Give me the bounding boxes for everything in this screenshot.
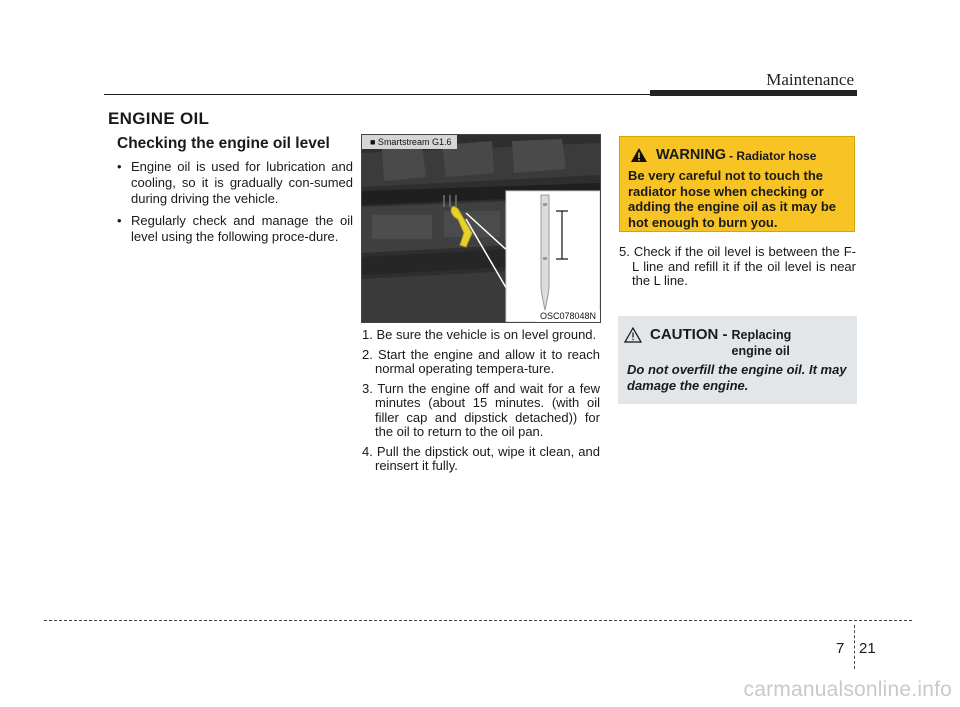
step-item: 1. Be sure the vehicle is on level ground.	[362, 327, 597, 342]
footer-rule	[44, 620, 912, 621]
caution-subtitle: Replacing engine oil	[731, 328, 792, 358]
warning-text: Be very careful not to touch the radiator hose when checking or adding the engine oil as it may be hot enough to burn you.	[628, 168, 837, 230]
engine-dipstick-illustration	[362, 135, 600, 322]
header-rule-thin	[104, 94, 650, 95]
procedure-steps-continued	[619, 245, 856, 294]
warning-title: WARNING	[656, 147, 727, 163]
bullet-list	[117, 159, 353, 251]
figure-engine-label: ■ Smartstream G1.6	[362, 135, 457, 149]
caution-title: CAUTION -	[650, 326, 728, 343]
page-number: 21	[859, 640, 876, 657]
warning-header	[630, 147, 816, 163]
footer-divider	[854, 625, 855, 669]
caution-text: Do not overfill the engine oil. It may damage the engine.	[627, 362, 847, 393]
warning-box	[619, 136, 855, 232]
caution-box	[618, 316, 857, 404]
bullet-item: • Regularly check and manage the oil level using the following proce-dure.	[117, 213, 353, 245]
bullet-item: • Engine oil is used for lubrication and cooling, so it is gradually con-sumed during driving the vehicle.	[117, 159, 353, 207]
subheading: Checking the engine oil level	[117, 135, 330, 152]
caution-header	[624, 326, 822, 359]
warning-subtitle: - Radiator hose	[729, 149, 817, 163]
chapter-number: 7	[836, 640, 845, 657]
watermark: carmanualsonline.info	[743, 678, 952, 701]
caution-triangle-icon	[624, 327, 642, 343]
header-section-title: Maintenance	[766, 70, 854, 89]
section-title: ENGINE OIL	[108, 109, 210, 128]
warning-triangle-icon	[630, 147, 648, 163]
step-item: 4. Pull the dipstick out, wipe it clean, and reinsert it fully.	[362, 443, 600, 473]
step-item: 2. Start the engine and allow it to reach normal operating tempera-ture.	[362, 346, 600, 376]
engine-figure	[361, 134, 601, 323]
step-item: 5. Check if the oil level is between the F-L line and refill it if the oil level is near the L line.	[619, 244, 856, 288]
figure-code: OSC078048N	[536, 310, 600, 322]
procedure-steps	[362, 328, 600, 479]
header-rule-thick	[650, 90, 857, 96]
step-item: 3. Turn the engine off and wait for a few minutes (about 15 minutes. (with oil filler cap and dipstick detached)) for the oil to return to the oil pan.	[362, 380, 600, 439]
